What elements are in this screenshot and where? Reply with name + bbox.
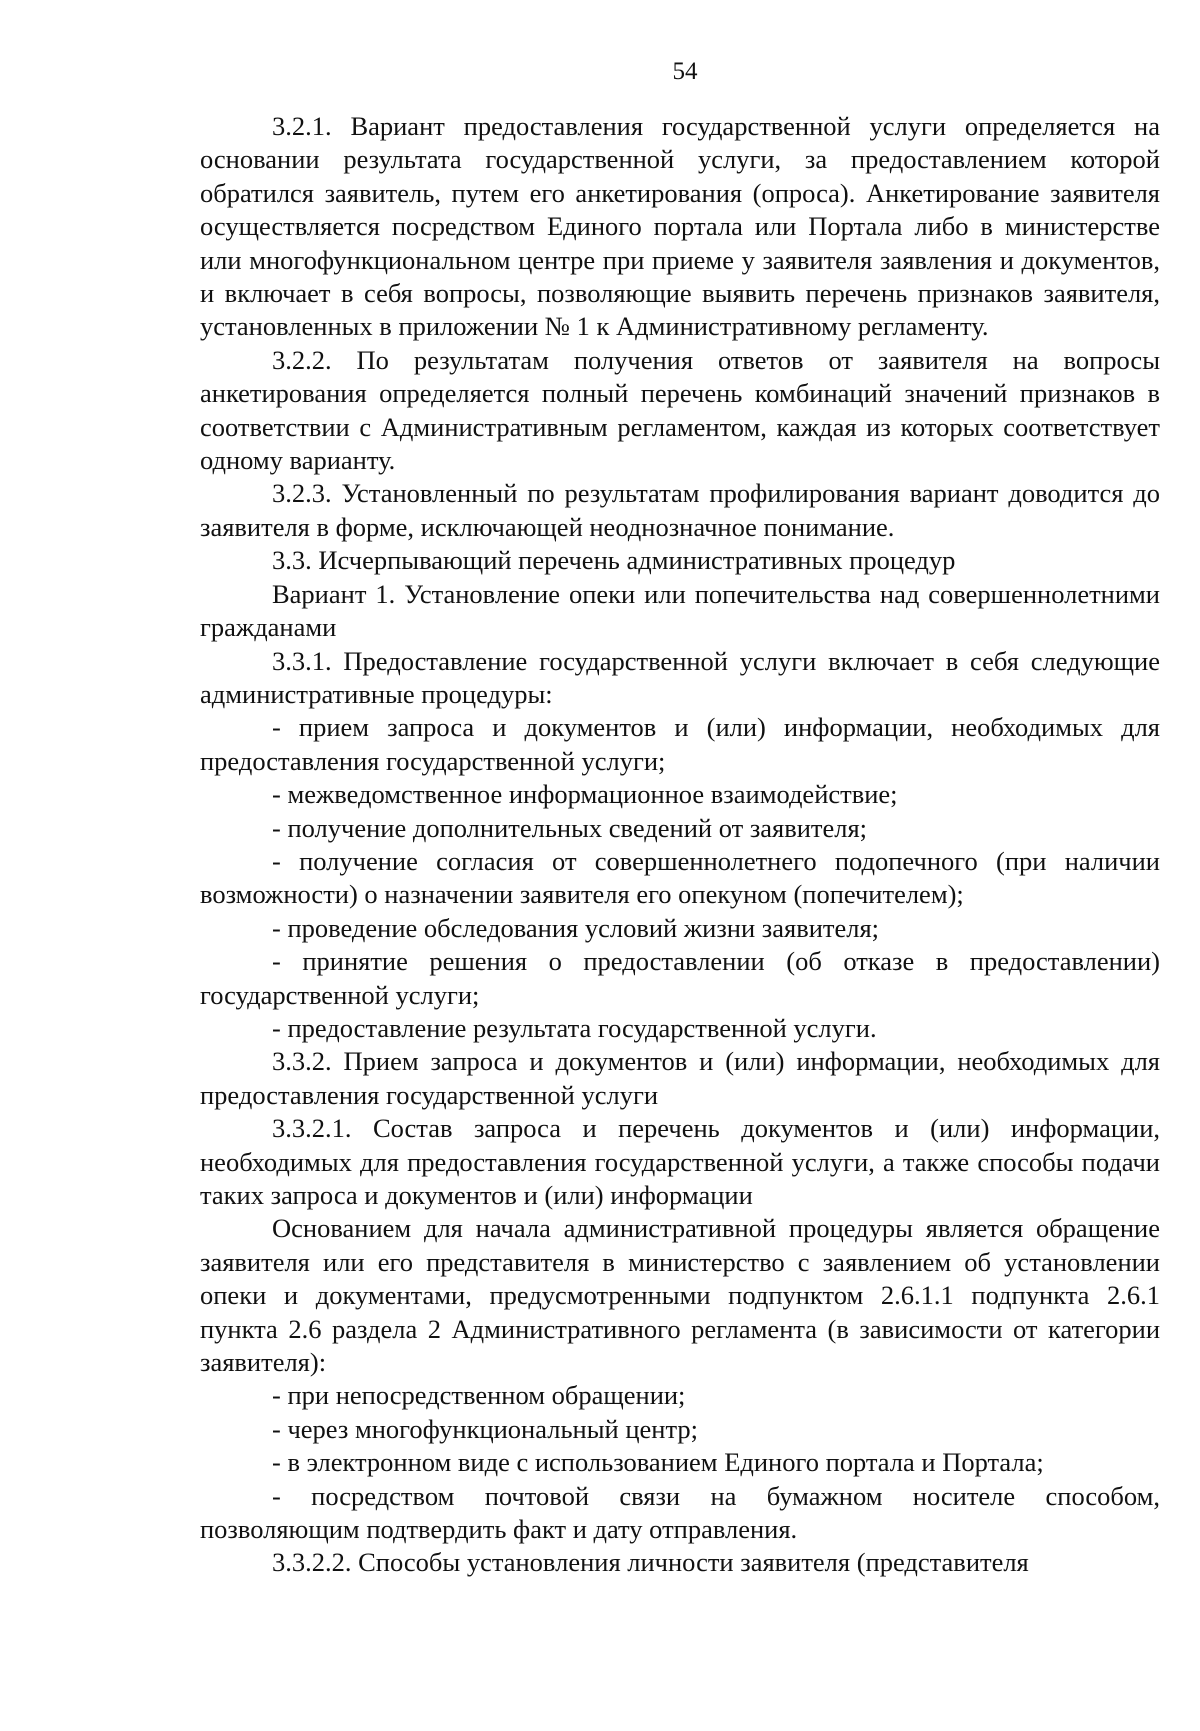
paragraph-3-3-2-1: 3.3.2.1. Состав запроса и перечень документов и (или) информации, необходимых для предоставления государственной услуги, а также способы подачи таких запроса и документов и (или) информации [200,1113,1160,1210]
list-item: - проведение обследования условий жизни заявителя; [272,912,880,943]
list-item: - в электронном виде с использованием Единого портала и Портала; [272,1447,1044,1478]
paragraph-3-3-1: 3.3.1. Предоставление государственной услуги включает в себя следующие административные процедуры: [200,645,1160,709]
variant-1-title: Вариант 1. Установление опеки или попечительства над совершеннолетними гражданами [200,578,1160,643]
list-item: - при непосредственном обращении; [272,1380,686,1411]
paragraph-basis: Основанием для начала административной процедуры является обращение заявителя или его представителя в министерство с заявлением об установлении опеки и документами, предусмотренными подпунктом 2.6.1.1 подпункта 2.6.1 пункта 2.6 раздела 2 Административного регламента (в зависимости от категории заявителя): [200,1213,1160,1378]
list-item: - через многофункциональный центр; [272,1413,698,1444]
list-item: - получение дополнительных сведений от заявителя; [272,812,868,843]
page-number: 54 [672,58,698,85]
list-item: - прием запроса и документов и (или) информации, необходимых для предоставления государственной услуги; [200,712,1160,776]
paragraph-3-2-3: 3.2.3. Установленный по результатам профилирования вариант доводится до заявителя в форме, исключающей неоднозначное понимание. [200,478,1160,542]
paragraph-3-2-1: 3.2.1. Вариант предоставления государственной услуги определяется на основании результата государственной услуги, за предоставлением которой обратился заявитель, путем его анкетирования (опроса). Анкетирование заявителя осуществляется посредством Единого портала или Портала либо в министерстве или многофункциональном центре при приеме у заявителя заявления и документов, и включает в себя вопросы, позволяющие выявить перечень признаков заявителя, установленных в приложении № 1 к Административному регламенту. [200,111,1160,342]
paragraph-3-2-2: 3.2.2. По результатам получения ответов от заявителя на вопросы анкетирования определяется полный перечень комбинаций значений признаков в соответствии с Административным регламентом, каждая из которых соответствует одному варианту. [200,344,1160,476]
list-item: - получение согласия от совершеннолетнего подопечного (при наличии возможности) о назначении заявителя его опекуном (попечителем); [200,845,1160,910]
list-item: - межведомственное информационное взаимодействие; [272,779,898,810]
list-item: - предоставление результата государственной услуги. [272,1012,877,1043]
list-item: - принятие решения о предоставлении (об отказе в предоставлении) государственной услуги; [200,946,1160,1010]
document-body [200,110,1160,1580]
paragraph-3-3-2-2: 3.3.2.2. Способы установления личности заявителя (представителя [272,1547,1029,1578]
paragraph-3-3-2: 3.3.2. Прием запроса и документов и (или) информации, необходимых для предоставления государственной услуги [200,1046,1160,1110]
heading-3-3: 3.3. Исчерпывающий перечень административных процедур [272,545,956,576]
list-item: - посредством почтовой связи на бумажном носителе способом, позволяющим подтвердить факт и дату отправления. [200,1480,1160,1545]
